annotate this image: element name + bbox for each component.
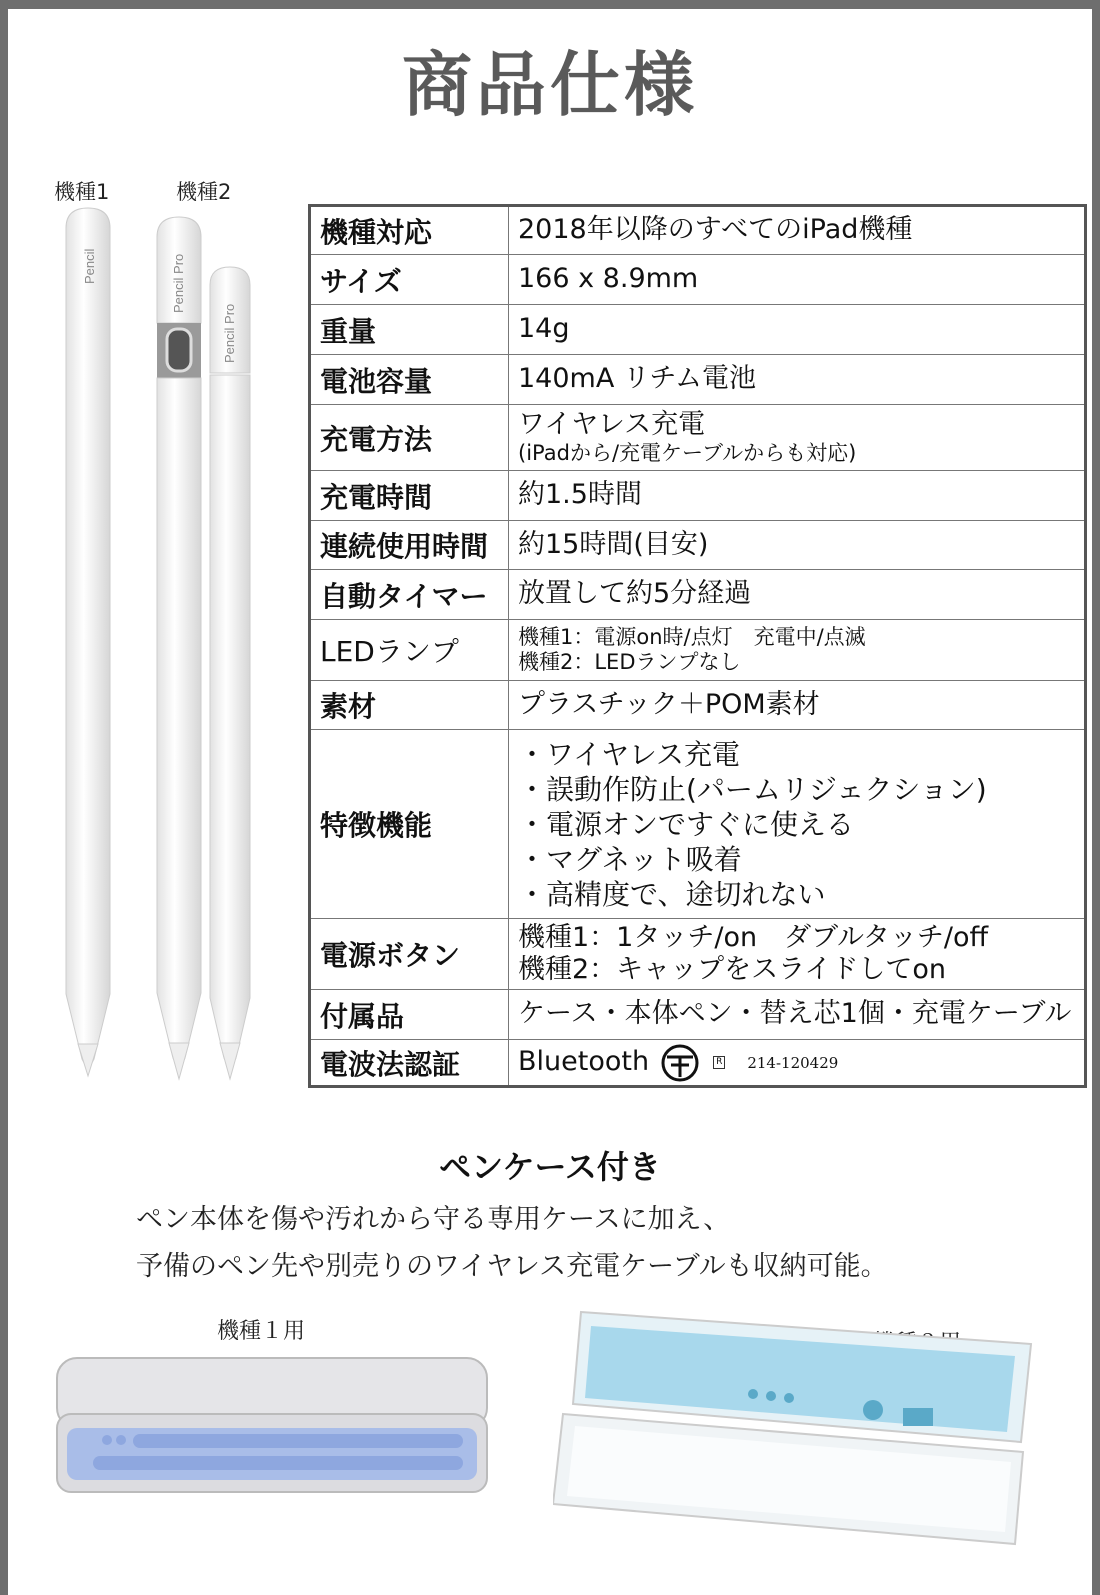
pen2-image — [151, 213, 207, 1085]
pen1-image — [58, 204, 118, 1084]
spec-line2: 機種2：LEDランプなし — [518, 650, 741, 674]
spec-value: 2018年以降のすべてのiPad機種 — [509, 206, 1086, 255]
model2-label: 機種2 — [176, 180, 232, 204]
spec-row — [310, 919, 1086, 990]
model1-label: 機種1 — [54, 180, 110, 204]
case-description-line1: ペン本体を傷や汚れから守る専用ケースに加え、 — [136, 1204, 731, 1235]
spec-value: 約1.5時間 — [509, 471, 1086, 521]
spec-value: 140mA リチム電池 — [509, 355, 1086, 405]
spec-value: 14g — [509, 305, 1086, 355]
spec-key: 連続使用時間 — [310, 521, 509, 570]
spec-key: 電源ボタン — [310, 919, 509, 990]
spec-row — [310, 255, 1086, 305]
spec-row — [310, 471, 1086, 521]
pen1-text: Pencil — [82, 248, 97, 284]
spec-value: Bluetooth — [518, 1046, 650, 1078]
giteki-mark-icon — [659, 1043, 703, 1083]
feature-item: ・ワイヤレス充電 — [518, 737, 741, 771]
feature-item: ・マグネット吸着 — [518, 842, 742, 876]
spec-key: サイズ — [310, 255, 509, 305]
spec-key: 電波法認証 — [310, 1040, 509, 1087]
spec-key: 機種対応 — [310, 206, 509, 255]
case1-label: 機種１用 — [217, 1319, 306, 1344]
spec-row — [310, 681, 1086, 730]
spec-value: 166 x 8.9mm — [509, 255, 1086, 305]
cert-number: 214-120429 — [747, 1053, 839, 1072]
spec-line1: 機種1：電源on時/点灯 充電中/点滅 — [518, 624, 866, 649]
spec-value: 約15時間(目安) — [509, 521, 1086, 570]
registered-mark: R — [713, 1056, 725, 1069]
spec-key: 充電方法 — [310, 405, 509, 471]
feature-item: ・電源オンですぐに使える — [518, 807, 855, 841]
spec-line2: 機種2：キャップをスライドしてon — [518, 954, 946, 985]
page — [8, 9, 1092, 1595]
spec-row — [310, 521, 1086, 570]
spec-row — [310, 305, 1086, 355]
spec-row — [310, 620, 1086, 681]
spec-row — [310, 355, 1086, 405]
feature-item: ・誤動作防止(パームリジェクション) — [518, 772, 987, 806]
spec-row — [310, 206, 1086, 255]
spec-key: 付属品 — [310, 990, 509, 1040]
spec-value: ワイヤレス充電 — [518, 408, 706, 440]
pen3-text: Pencil Pro — [222, 303, 237, 363]
spec-row — [310, 990, 1086, 1040]
case2-image — [553, 1304, 1053, 1549]
spec-row — [310, 730, 1086, 919]
spec-table — [308, 204, 1087, 1088]
spec-value: プラスチック＋POM素材 — [509, 681, 1086, 730]
spec-key: 電池容量 — [310, 355, 509, 405]
spec-key: 自動タイマー — [310, 570, 509, 620]
spec-row — [310, 405, 1086, 471]
spec-key: 重量 — [310, 305, 509, 355]
spec-key: 充電時間 — [310, 471, 509, 521]
spec-value: ケース・本体ペン・替え芯1個・充電ケーブル — [509, 990, 1086, 1040]
pen2-text: Pencil Pro — [171, 253, 186, 313]
case-description-line2: 予備のペン先や別売りのワイヤレス充電ケーブルも収納可能。 — [136, 1251, 888, 1282]
spec-key: 特徴機能 — [310, 730, 509, 919]
spec-row — [310, 1040, 1086, 1087]
spec-key: 素材 — [310, 681, 509, 730]
spec-subvalue: (iPadから/充電ケーブルからも対応) — [518, 441, 857, 466]
feature-item: ・高精度で、途切れない — [518, 877, 826, 911]
spec-value: 放置して約5分経過 — [509, 570, 1086, 620]
spec-key: LEDランプ — [310, 620, 509, 681]
spec-row — [310, 570, 1086, 620]
pen3-image — [204, 263, 256, 1085]
case-section-title: ペンケース付き — [439, 1148, 661, 1186]
case1-image — [53, 1354, 498, 1499]
page-title: 商品仕様 — [402, 43, 698, 126]
spec-line1: 機種1：1タッチ/on ダブルタッチ/off — [518, 921, 989, 953]
